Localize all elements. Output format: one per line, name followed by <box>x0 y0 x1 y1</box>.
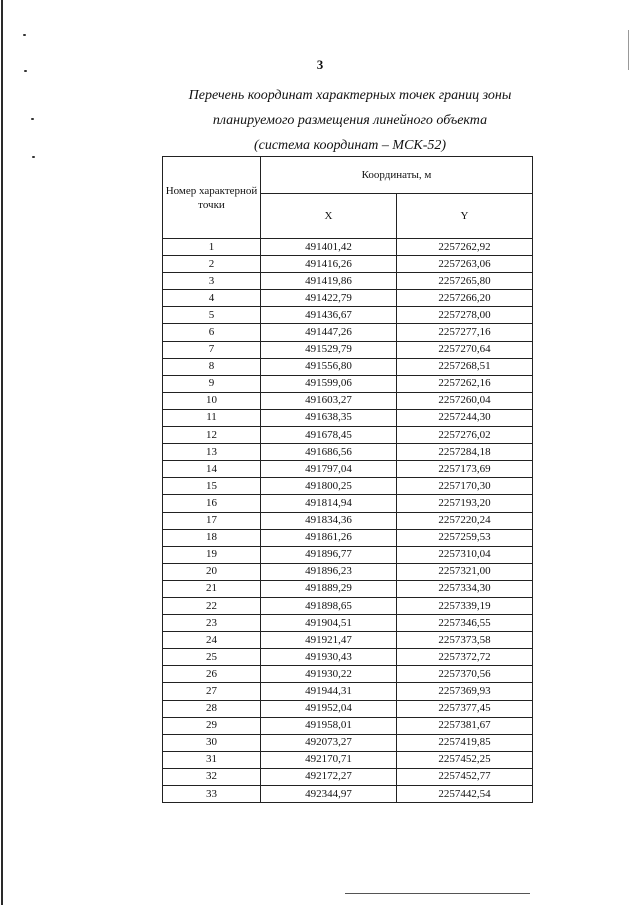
cell-x: 491898,65 <box>261 597 397 614</box>
cell-point-number: 20 <box>163 563 261 580</box>
cell-point-number: 2 <box>163 256 261 273</box>
cell-point-number: 9 <box>163 375 261 392</box>
cell-y: 2257321,00 <box>397 563 533 580</box>
cell-point-number: 26 <box>163 666 261 683</box>
cell-x: 491599,06 <box>261 375 397 392</box>
table-row <box>163 324 533 341</box>
cell-point-number: 16 <box>163 495 261 512</box>
scan-dot <box>23 34 26 36</box>
scan-dot <box>31 118 34 120</box>
cell-y: 2257369,93 <box>397 683 533 700</box>
cell-x: 492073,27 <box>261 734 397 751</box>
table-row <box>163 580 533 597</box>
table-row <box>163 375 533 392</box>
cell-point-number: 6 <box>163 324 261 341</box>
cell-y: 2257266,20 <box>397 290 533 307</box>
cell-point-number: 30 <box>163 734 261 751</box>
cell-point-number: 3 <box>163 273 261 290</box>
cell-point-number: 29 <box>163 717 261 734</box>
table-row <box>163 444 533 461</box>
cell-point-number: 24 <box>163 632 261 649</box>
cell-x: 491436,67 <box>261 307 397 324</box>
cell-y: 2257452,77 <box>397 768 533 785</box>
cell-y: 2257278,00 <box>397 307 533 324</box>
table-row <box>163 392 533 409</box>
cell-y: 2257259,53 <box>397 529 533 546</box>
table-row <box>163 495 533 512</box>
cell-x: 491861,26 <box>261 529 397 546</box>
cell-y: 2257173,69 <box>397 461 533 478</box>
table-row <box>163 358 533 375</box>
cell-y: 2257373,58 <box>397 632 533 649</box>
cell-point-number: 17 <box>163 512 261 529</box>
cell-point-number: 25 <box>163 649 261 666</box>
cell-y: 2257220,24 <box>397 512 533 529</box>
cell-point-number: 14 <box>163 461 261 478</box>
cell-x: 491800,25 <box>261 478 397 495</box>
cell-x: 491896,23 <box>261 563 397 580</box>
cell-x: 491921,47 <box>261 632 397 649</box>
cell-y: 2257262,16 <box>397 375 533 392</box>
cell-y: 2257377,45 <box>397 700 533 717</box>
table-body <box>163 239 533 803</box>
table-row <box>163 786 533 803</box>
cell-y: 2257262,92 <box>397 239 533 256</box>
cell-x: 492170,71 <box>261 751 397 768</box>
cell-y: 2257193,20 <box>397 495 533 512</box>
header-point-number: Номер характерной точки <box>163 157 261 239</box>
cell-point-number: 5 <box>163 307 261 324</box>
cell-x: 491419,86 <box>261 273 397 290</box>
table-row <box>163 290 533 307</box>
table-row <box>163 563 533 580</box>
table-row <box>163 615 533 632</box>
cell-point-number: 27 <box>163 683 261 700</box>
table-row <box>163 273 533 290</box>
table-row <box>163 529 533 546</box>
header-x: X <box>261 194 397 239</box>
cell-x: 491422,79 <box>261 290 397 307</box>
table-row <box>163 683 533 700</box>
cell-y: 2257263,06 <box>397 256 533 273</box>
cell-point-number: 1 <box>163 239 261 256</box>
cell-x: 491834,36 <box>261 512 397 529</box>
title-line: (система координат – МСК-52) <box>253 138 447 153</box>
cell-y: 2257265,80 <box>397 273 533 290</box>
signature-line <box>345 893 530 894</box>
header-y: Y <box>397 194 533 239</box>
cell-x: 491678,45 <box>261 427 397 444</box>
table-row <box>163 546 533 563</box>
table-row <box>163 734 533 751</box>
cell-point-number: 10 <box>163 392 261 409</box>
cell-x: 491686,56 <box>261 444 397 461</box>
cell-y: 2257452,25 <box>397 751 533 768</box>
cell-point-number: 23 <box>163 615 261 632</box>
cell-y: 2257442,54 <box>397 786 533 803</box>
table-row <box>163 717 533 734</box>
cell-point-number: 4 <box>163 290 261 307</box>
cell-y: 2257260,04 <box>397 392 533 409</box>
table-row <box>163 666 533 683</box>
cell-x: 491638,35 <box>261 409 397 426</box>
header-coordinates: Координаты, м <box>261 157 533 194</box>
cell-point-number: 28 <box>163 700 261 717</box>
cell-point-number: 19 <box>163 546 261 563</box>
page-number: 3 <box>316 57 324 72</box>
cell-point-number: 7 <box>163 341 261 358</box>
cell-x: 491896,77 <box>261 546 397 563</box>
cell-x: 491952,04 <box>261 700 397 717</box>
coordinates-table <box>162 156 533 803</box>
table-row <box>163 632 533 649</box>
scan-margin-line <box>1 0 3 905</box>
cell-point-number: 21 <box>163 580 261 597</box>
table-row <box>163 751 533 768</box>
table-row <box>163 239 533 256</box>
cell-x: 491944,31 <box>261 683 397 700</box>
table-row <box>163 461 533 478</box>
cell-y: 2257170,30 <box>397 478 533 495</box>
document-title <box>150 83 550 158</box>
cell-y: 2257381,67 <box>397 717 533 734</box>
cell-x: 491401,42 <box>261 239 397 256</box>
cell-point-number: 12 <box>163 427 261 444</box>
cell-x: 491958,01 <box>261 717 397 734</box>
cell-x: 491529,79 <box>261 341 397 358</box>
cell-x: 491889,29 <box>261 580 397 597</box>
cell-x: 491930,43 <box>261 649 397 666</box>
table-row <box>163 597 533 614</box>
table-row <box>163 256 533 273</box>
cell-x: 491797,04 <box>261 461 397 478</box>
cell-x: 491930,22 <box>261 666 397 683</box>
cell-y: 2257310,04 <box>397 546 533 563</box>
cell-y: 2257372,72 <box>397 649 533 666</box>
cell-point-number: 13 <box>163 444 261 461</box>
cell-y: 2257268,51 <box>397 358 533 375</box>
table-row <box>163 512 533 529</box>
title-line: Перечень координат характерных точек границ зоны <box>188 88 512 103</box>
cell-y: 2257370,56 <box>397 666 533 683</box>
cell-y: 2257284,18 <box>397 444 533 461</box>
table-row <box>163 700 533 717</box>
cell-y: 2257339,19 <box>397 597 533 614</box>
cell-point-number: 31 <box>163 751 261 768</box>
cell-y: 2257346,55 <box>397 615 533 632</box>
cell-point-number: 11 <box>163 409 261 426</box>
title-line: планируемого размещения линейного объекта <box>212 113 488 128</box>
cell-y: 2257276,02 <box>397 427 533 444</box>
table-row <box>163 768 533 785</box>
table-row <box>163 649 533 666</box>
table-row <box>163 427 533 444</box>
cell-point-number: 22 <box>163 597 261 614</box>
cell-y: 2257244,30 <box>397 409 533 426</box>
table-row <box>163 478 533 495</box>
cell-y: 2257277,16 <box>397 324 533 341</box>
cell-point-number: 18 <box>163 529 261 546</box>
cell-point-number: 8 <box>163 358 261 375</box>
cell-x: 492172,27 <box>261 768 397 785</box>
table-row <box>163 409 533 426</box>
table-row <box>163 341 533 358</box>
cell-x: 491904,51 <box>261 615 397 632</box>
cell-point-number: 15 <box>163 478 261 495</box>
scan-dot <box>32 156 35 158</box>
cell-x: 492344,97 <box>261 786 397 803</box>
table-row <box>163 307 533 324</box>
cell-x: 491416,26 <box>261 256 397 273</box>
cell-point-number: 32 <box>163 768 261 785</box>
cell-x: 491603,27 <box>261 392 397 409</box>
cell-y: 2257419,85 <box>397 734 533 751</box>
cell-x: 491447,26 <box>261 324 397 341</box>
cell-point-number: 33 <box>163 786 261 803</box>
cell-x: 491814,94 <box>261 495 397 512</box>
cell-x: 491556,80 <box>261 358 397 375</box>
cell-y: 2257270,64 <box>397 341 533 358</box>
cell-y: 2257334,30 <box>397 580 533 597</box>
